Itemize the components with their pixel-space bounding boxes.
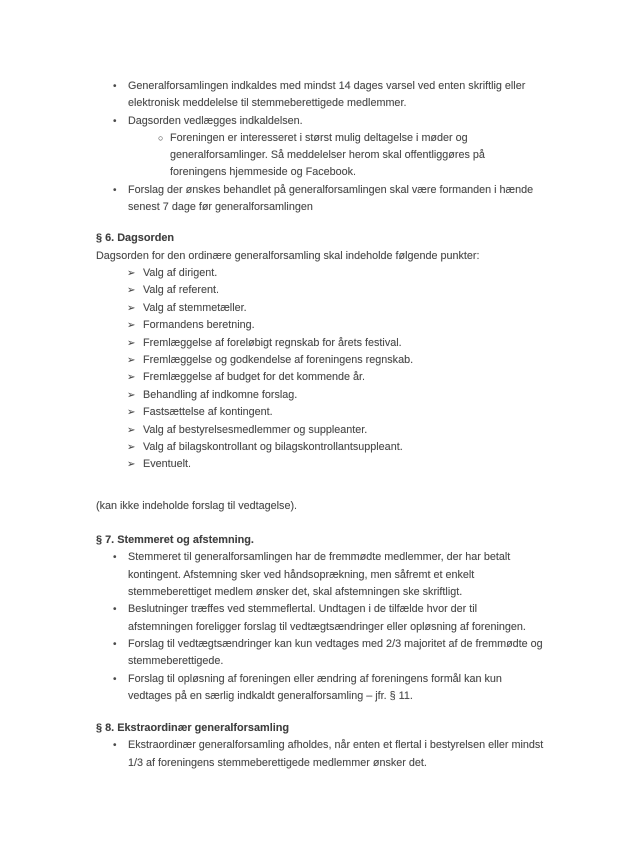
agenda-item [96,317,544,334]
section-6-heading: § 6. Dagsorden [96,232,175,245]
agenda-item [96,387,544,404]
bullet-icon: • [113,81,117,92]
agenda-text: Eventuelt. [143,458,192,471]
bullet-text: Forslag til opløsning af foreningen eller ændring af foreningens formål kan kun vedtages på en særlig indkaldt generalforsamling – jfr. § 11. [128,672,502,702]
section-7-bullet-list [96,549,544,705]
bullet-icon: • [113,673,117,685]
section-8-heading: § 8. Ekstraordinær generalforsamling [96,722,290,735]
arrow-bullet-icon: ➢ [127,442,136,454]
section-8-bullet-list [96,737,544,772]
agenda-text: Valg af stemmetæller. [143,301,247,314]
bullet-text: Forslag til vedtægtsændringer kan kun vedtages med 2/3 majoritet af de fremmødte og stemmeberettigede. [128,637,543,668]
arrow-bullet-icon: ➢ [127,320,136,332]
arrow-bullet-icon: ➢ [127,389,136,401]
list-item [96,130,544,182]
bullet-text: Foreningen er interesseret i størst mulig deltagelse i møder og generalforsamlinger. Så meddelelser herom skal offentliggøres på foreningens hjemmeside og Facebook. [170,131,485,179]
bullet-icon: • [113,552,117,564]
agenda-item [96,456,544,473]
bullet-text: Ekstraordinær generalforsamling afholdes, når enten et flertal i bestyrelsen eller mindst 1/3 af foreningens stemmeberettigede medlemmer ønsker det. [128,739,544,769]
agenda-text: Behandling af indkomne forslag. [143,388,298,401]
agenda-text: Fremlæggelse og godkendelse af foreningens regnskab. [143,354,414,366]
list-item [96,671,544,706]
bullet-icon: • [113,740,117,752]
agenda-list [96,265,544,474]
arrow-bullet-icon: ➢ [127,372,136,384]
list-item [96,737,544,772]
bullet-text: Forslag der ønskes behandlet på generalforsamlingen skal være formanden i hænde senest 7 dage før generalforsamlingen [128,183,534,214]
list-item [96,78,544,113]
circle-bullet-icon: ○ [158,132,164,143]
section-7-heading: § 7. Stemmeret og afstemning. [96,534,254,547]
agenda-item [96,422,544,439]
bullet-icon: • [113,604,117,616]
bullet-icon: • [113,115,117,127]
agenda-item [96,265,544,282]
list-item [96,182,544,217]
arrow-bullet-icon: ➢ [127,337,136,349]
list-item [96,636,544,671]
arrow-bullet-icon: ➢ [127,355,136,366]
agenda-text: Fastsættelse af kontingent. [143,406,273,419]
arrow-bullet-icon: ➢ [127,267,136,279]
list-item [96,549,544,601]
bullet-text: Stemmeret til generalforsamlingen har de fremmødte medlemmer, der har betalt kontingent. Afstemning sker ved håndsoprækning, men såfremt et enkelt stemmeberettiget medlem ønsker det, skal afstemningen ske skriftligt. [128,551,511,599]
arrow-bullet-icon: ➢ [127,459,136,471]
agenda-item [96,300,544,317]
agenda-text: Valg af bilagskontrollant og bilagskontrollantsuppleant. [143,441,403,454]
list-item [96,113,544,130]
section-6-intro: Dagsorden for den ordinære generalforsamling skal indeholde følgende punkter: [96,249,480,262]
agenda-item [96,404,544,421]
agenda-text: Valg af dirigent. [143,266,218,279]
bullet-text: Dagsorden vedlægges indkaldelsen. [128,114,303,127]
section-6-note: (kan ikke indeholde forslag til vedtagelse). [96,499,298,512]
agenda-text: Formandens beretning. [143,319,255,332]
intro-bullet-list [96,78,544,216]
bullet-icon: • [113,638,117,650]
agenda-item [96,439,544,456]
agenda-item [96,352,544,369]
bullet-text: Generalforsamlingen indkaldes med mindst 14 dages varsel ved enten skriftlig eller elektronisk meddelelse til stemmeberettigede medlemmer. [128,80,526,110]
arrow-bullet-icon: ➢ [127,302,136,314]
arrow-bullet-icon: ➢ [127,424,136,436]
agenda-item [96,282,544,299]
arrow-bullet-icon: ➢ [127,285,136,297]
agenda-text: Fremlæggelse af foreløbigt regnskab for årets festival. [143,336,402,349]
agenda-item [96,369,544,386]
bullet-icon: • [113,184,117,196]
list-item [96,601,544,636]
agenda-text: Valg af bestyrelsesmedlemmer og suppleanter. [143,423,368,436]
arrow-bullet-icon: ➢ [127,407,136,419]
bullet-text: Beslutninger træffes ved stemmeflertal. Undtagen i de tilfælde hvor der til afstemningen foreligger forslag til vedtægtsændringer eller opløsning af foreningen. [128,603,526,633]
agenda-text: Valg af referent. [143,284,220,297]
agenda-item [96,335,544,352]
agenda-text: Fremlæggelse af budget for det kommende år. [143,371,366,384]
